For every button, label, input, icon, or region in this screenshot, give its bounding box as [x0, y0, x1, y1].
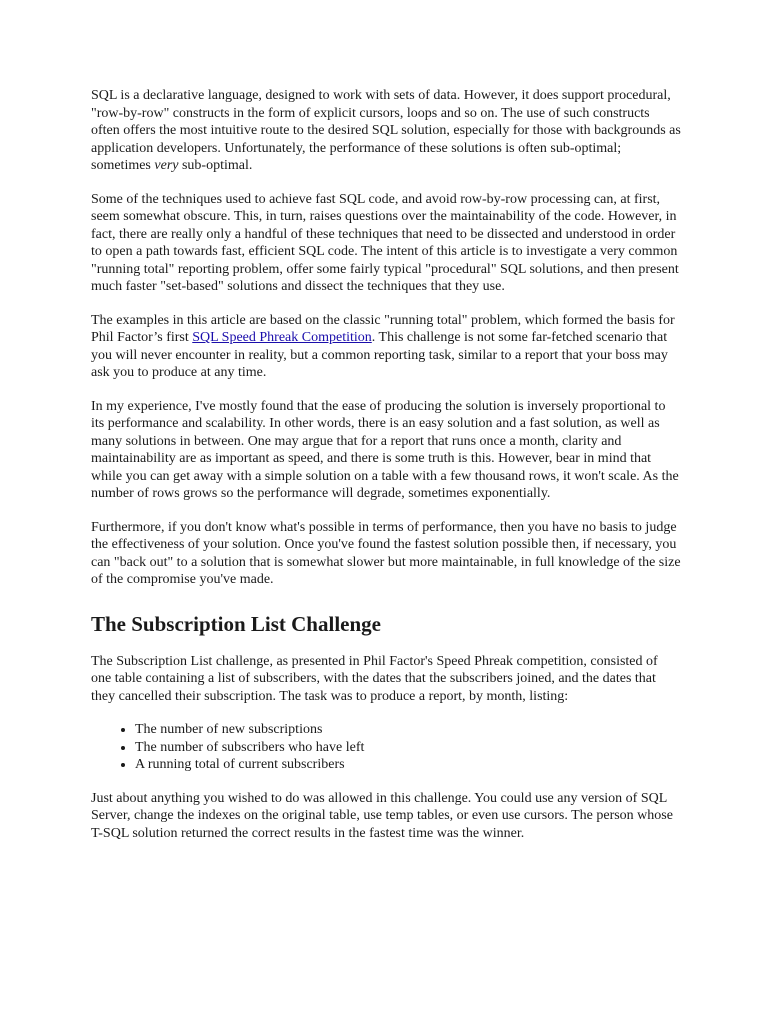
- report-list: [91, 721, 681, 774]
- section-heading: The Subscription List Challenge: [91, 611, 381, 636]
- emphasis-very: very: [154, 158, 179, 173]
- techniques-paragraph: Some of the techniques used to achieve fast SQL code, and avoid row-by-row processing can, at first, seem somewhat obscure. This, in turn, raises questions over the maintainability of the code. However, in fact, there are really only a handful of these techniques that need to be dissected and understood in order to open a path towards fast, efficient SQL code. The intent of this article is to investigate a very common "running total" reporting problem, offer some fairly typical "procedural" SQL solutions, and then present much faster "set-based" solutions and dissect the techniques that they use.: [91, 191, 679, 294]
- intro-paragraph: [91, 87, 681, 175]
- article-body: [91, 87, 681, 858]
- list-item: • The number of new subscriptions: [135, 721, 681, 739]
- intro-text: SQL is a declarative language, designed to work with sets of data. However, it does support procedural, "row-by-row" constructs in the form of explicit cursors, loops and so on. The use of such constructs often offers the most intuitive route to the desired SQL solution, especially for those with backgrounds as application developers. Unfortunately, the performance of these solutions is often sub-optimal; sometimes: [91, 88, 681, 173]
- challenge-paragraph: The Subscription List challenge, as presented in Phil Factor's Speed Phreak competition, consisted of one table containing a list of subscribers, with the dates that the subscribers joined, and the dates that they cancelled their subscription. The task was to produce a report, by month, listing:: [91, 653, 658, 704]
- furthermore-paragraph: Furthermore, if you don't know what's possible in terms of performance, then you have no basis to judge the effectiveness of your solution. Once you've found the fastest solution possible then, if necessary, you can "back out" to a solution that is somewhat slower but more maintainable, in full knowledge of the size of the compromise you've made.: [91, 519, 681, 587]
- examples-paragraph: [91, 312, 681, 382]
- examples-text: The examples in this article are based on the classic "running total" problem, which formed the basis for Phil Factor’s first: [91, 312, 675, 345]
- list-item: • A running total of current subscribers: [135, 756, 681, 774]
- list-item: • The number of subscribers who have left: [135, 739, 681, 757]
- examples-text-end: . This challenge is not some far-fetched scenario that you will never encounter in reality, but a common reporting task, similar to a report that your boss may ask you to produce at any time.: [91, 330, 668, 380]
- rules-paragraph: Just about anything you wished to do was allowed in this challenge. You could use any version of SQL Server, change the indexes on the original table, use temp tables, or even use cursors. The person whose T-SQL solution returned the correct results in the fastest time was the winner.: [91, 790, 673, 841]
- sql-speed-phreak-link[interactable]: SQL Speed Phreak Competition: [192, 330, 372, 345]
- experience-paragraph: In my experience, I've mostly found that the ease of producing the solution is inversely proportional to its performance and scalability. In other words, there is an easy solution and a fast solution, as well as many solutions in between. One may argue that for a report that runs once a month, clarity and maintainability are as important as speed, and there is some truth is this. However, bear in mind that while you can get away with a simple solution on a table with a few thousand rows, it won't scale. As the number of rows grows so the performance will degrade, sometimes exponentially.: [91, 398, 679, 501]
- intro-text-end: sub-optimal.: [178, 158, 253, 173]
